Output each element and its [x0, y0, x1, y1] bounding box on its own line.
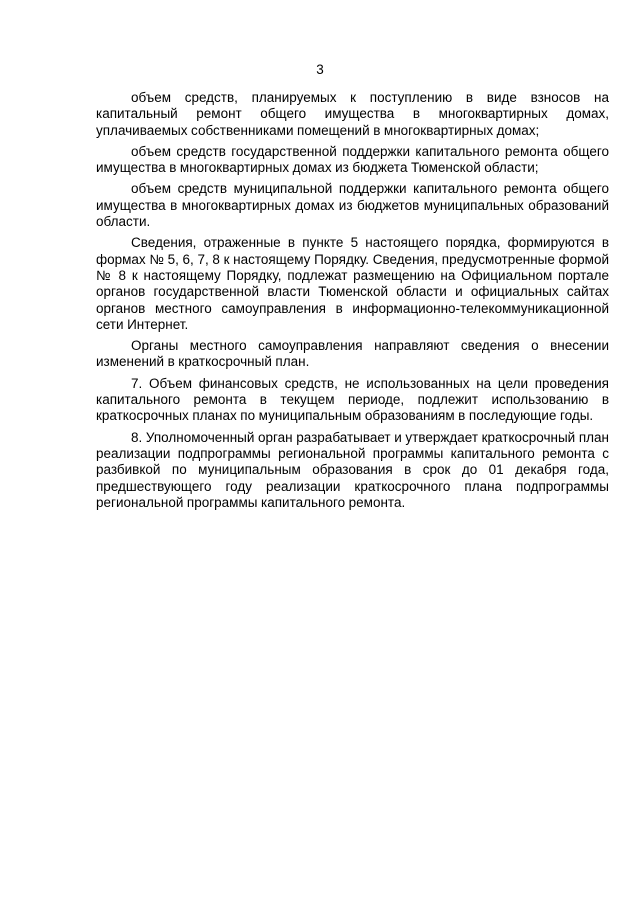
paragraph-item-7: 7. Объем финансовых средств, не использованных на цели проведения капитального ремонта в текущем периоде, подлежит использованию в краткосрочных планах по муниципальным образованиям в последующие годы. [96, 375, 609, 424]
page-number: 3 [316, 62, 324, 77]
paragraph-municipal-support: объем средств муниципальной поддержки капитального ремонта общего имущества в многоквартирных домах из бюджетов муниципальных образований области. [96, 181, 609, 230]
paragraph-forms-info: Сведения, отраженные в пункте 5 настоящего порядка, формируются в формах № 5, 6, 7, 8 к настоящему Порядку. Сведения, предусмотренные формой № 8 к настоящему Порядку, подлежат размещению на Официальном портале органов государственной власти Тюменской области и официальных сайтах органов местного самоуправления в информационно-телекоммуникационной сети Интернет. [96, 235, 609, 332]
document-body [96, 90, 609, 516]
paragraph-contributions: объем средств, планируемых к поступлению в виде взносов на капитальный ремонт общего имущества в многоквартирных домах, уплачиваемых собственниками помещений в многоквартирных домах; [96, 90, 609, 138]
paragraph-item-8: 8. Уполномоченный орган разрабатывает и утверждает краткосрочный план реализации подпрограммы региональной программы капитального ремонта с разбивкой по муниципальным образования в срок до 01 декабря года, предшествующего году реализации краткосрочного плана подпрограммы региональной программы капитального ремонта. [96, 429, 609, 510]
paragraph-changes-notice: Органы местного самоуправления направляют сведения о внесении изменений в краткосрочный план. [96, 338, 609, 370]
paragraph-state-support: объем средств государственной поддержки капитального ремонта общего имущества в многоквартирных домах из бюджета Тюменской области; [96, 143, 609, 176]
